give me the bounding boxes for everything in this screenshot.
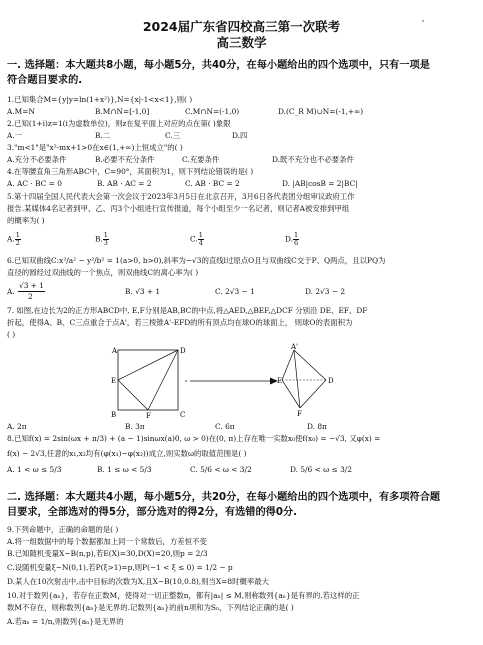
fraction-numerator: 1 xyxy=(15,231,20,239)
label-d-3d: D xyxy=(328,377,334,385)
fold-arrow xyxy=(180,375,283,387)
q2-option-c: C.三 xyxy=(165,131,181,140)
q3-option-d: D.既不充分也不必要条件 xyxy=(272,155,354,164)
crease-df xyxy=(148,350,178,410)
label-d: D xyxy=(180,347,186,355)
q4-stem: 4.在等腰直角三角形ABC中，C=90°，其面积为1，则下列结论错误的是( ) xyxy=(7,167,254,176)
q9-stem: 9.下列命题中，正确的命题的是( ) xyxy=(7,525,119,534)
q8-option-c: C. 5/6 < ω < 3/2 xyxy=(190,465,252,474)
section2-heading-line2: 目要求，全部选对的得5分，部分选对的得2分，有选错的得0分. xyxy=(7,507,298,518)
q5-fraction xyxy=(198,232,204,247)
q9-option-c: C.设随机变量ξ~N(0,1),若P(ξ>1)=p,则P(−1 < ξ ≤ 0) = 1/2 − p xyxy=(7,563,233,572)
q6-line2: 直径的圆经过双曲线的一个焦点，则双曲线C的离心率为( ) xyxy=(7,268,199,277)
q5-option-label: D. xyxy=(285,234,294,244)
fraction-denominator: 2 xyxy=(15,239,20,247)
q1-option-b: B.M∩N=[-1,0] xyxy=(95,107,150,116)
q7-tetrahedron-figure xyxy=(278,344,338,420)
q7-line2: 折起，使得A、B、C三点重合于点A'，若三棱锥A'-EFD的所有顶点均在球O的球面上， 则球O的表面积为 xyxy=(7,318,353,327)
q7-option-b: B. 3π xyxy=(125,422,145,431)
q5-line1: 5.第十四届全国人民代表大会第一次会议于2023年3月5日在北京召开，3月6日各代表团分组审议政府工作 xyxy=(7,192,355,201)
q8-line1: 8.已知f(x) = 2sin(ωx + π/3) + (a − 1)sinωx(a)0, ω > 0)在(0, π)上存在唯一实数x₀使f(x₀) = −√3, 又φ(x) = xyxy=(7,434,381,443)
q9-option-d: D.某人在10次射击中,击中目标的次数为X,且X~B(10,0.8),则当X=8时概率最大 xyxy=(7,577,270,586)
q10-option-a: A.若aₙ = 1/n,则数列{aₙ}是无界的 xyxy=(7,617,124,626)
q1-option-d: D.(C_R M)∪N=(-1,+∞) xyxy=(278,107,364,116)
section2-heading-line1: 二. 选择题：本大题共4小题，每小题5分，共20分，在每小题给出的四个选项中，有多项符合题 xyxy=(7,492,441,503)
q5-line3: 的概率为( ) xyxy=(7,216,45,225)
q8-option-d: D. 5/6 < ω ≤ 3/2 xyxy=(290,465,352,474)
q3-option-b: B.必要不充分条件 xyxy=(95,155,155,164)
q5-option-label: A. xyxy=(7,234,15,244)
q6-option-c: C. 2√3 − 1 xyxy=(215,287,255,296)
q3-option-c: C.充要条件 xyxy=(182,155,220,164)
q1-stem: 1.已知集合M={y|y=ln(1+x²)},N={x|-1<x<1},则( ) xyxy=(7,95,193,104)
q10-line2: 数M不存在，则称数列{aₙ}是无界的.记数列{aₙ}的前n项和为Sₙ，下列结论正确的是( ) xyxy=(7,603,294,612)
q3-stem: 3."m<1"是"x²-mx+1>0在x∈(1,+∞)上恒成立"的( ) xyxy=(7,143,183,152)
fraction-denominator: 4 xyxy=(198,239,203,247)
fraction-numerator: 1 xyxy=(198,231,203,239)
q1-option-a: A.M=N xyxy=(7,107,35,116)
q2-option-b: B.二 xyxy=(95,131,111,140)
label-b: B xyxy=(111,411,117,419)
q2-stem: 2.已知(1+i)z=1(i为虚数单位)，则z在复平面上对应的点在第( )象限 xyxy=(7,119,231,128)
q9-option-b: B.已知随机变量X~B(n,p),若E(X)=30,D(X)=20,则p = 2/3 xyxy=(7,549,208,558)
q5-fraction xyxy=(15,232,21,247)
q5-option-a xyxy=(7,232,21,247)
label-f-3d: F xyxy=(297,410,302,418)
label-a: A xyxy=(112,347,118,355)
q5-line2: 报告.某媒体4名记者到甲、乙、丙3个小组进行宣传报道，每个小组至少一名记者，则记者A被安排到甲组 xyxy=(7,204,350,213)
label-f: F xyxy=(146,412,151,420)
label-c: C xyxy=(180,411,186,419)
q10-line1: 10.对于数列{aₙ}，若存在正数M，使得对一切正整数n，都有|aₙ| ≤ M,则称数列{aₙ}是有界的.若这样的正 xyxy=(7,591,360,600)
q6-line1: 6.已知双曲线C:x²/a² − y²/b² = 1(a>0, b>0),斜率为−√3的直线l过原点O且与双曲线C交于P、Q两点，且以PQ为 xyxy=(7,256,386,265)
q7-line3: ( ) xyxy=(7,330,16,339)
q5-fraction xyxy=(293,232,299,247)
q7-option-d: D. 8π xyxy=(307,422,327,431)
q7-option-c: C. 6π xyxy=(215,422,235,431)
q8-option-b: B. 1 ≤ ω < 5/3 xyxy=(97,465,152,474)
exam-subtitle: 高三数学 xyxy=(216,35,267,50)
section1-heading-line2: 符合题目要求的. xyxy=(7,75,83,86)
exam-title: 2024届广东省四校高三第一次联考 xyxy=(142,19,341,34)
q3-option-a: A.充分不必要条件 xyxy=(7,155,67,164)
q4-option-d: D. |AB|cosB = 2|BC| xyxy=(282,179,358,188)
q6-option-d: D. 2√3 − 2 xyxy=(305,287,346,296)
q5-option-label: C. xyxy=(190,234,198,244)
q1-option-c: C.M∩N=(-1,0) xyxy=(185,107,240,116)
q5-option-d xyxy=(285,232,299,247)
q8-line2: f(x) − 2√3,任意的x₁,x₂均有(φ(x₁)−φ(x₂))成立,则实数ω的取值范围是( ) xyxy=(7,449,247,458)
q5-option-b xyxy=(95,232,109,247)
fraction-denominator: 3 xyxy=(103,239,108,247)
q2-option-d: D.四 xyxy=(232,131,248,140)
fraction-numerator: 1 xyxy=(103,231,108,239)
q9-option-a: A.将一组数据中的每个数据都加上同一个常数后，方差恒不变 xyxy=(7,537,207,546)
q5-option-c xyxy=(190,232,204,247)
fraction-numerator: 1 xyxy=(294,231,299,239)
q6-option-a-label: A. xyxy=(7,287,15,296)
label-e-3d: E xyxy=(277,377,283,385)
q4-option-b: B. AB · AC = 2 xyxy=(97,179,152,188)
section1-heading-line1: 一. 选择题：本大题共8小题，每小题5分，共40分，在每小题给出的四个选项中，只有一项是 xyxy=(7,60,430,71)
crease-de xyxy=(118,350,178,380)
q2-option-a: A.一 xyxy=(7,131,23,140)
q7-option-a: A. 2π xyxy=(7,422,27,431)
q6-option-b: B. √3 + 1 xyxy=(125,287,161,296)
q4-option-c: C. AB · BC = 2 xyxy=(185,179,240,188)
q6-option-a-denominator: 2 xyxy=(28,292,33,301)
square-outline xyxy=(118,350,178,410)
q4-option-a: A. AC · BC = 0 xyxy=(7,179,62,188)
q5-fraction xyxy=(103,232,109,247)
q6-option-a-numerator: √3 + 1 xyxy=(19,281,45,290)
crease-ef xyxy=(118,380,148,410)
label-a-prime: A' xyxy=(291,343,298,351)
q5-option-label: B. xyxy=(95,234,103,244)
q7-square-figure xyxy=(110,344,185,420)
fraction-denominator: 6 xyxy=(294,239,299,247)
q7-line1: 7. 如图,在边长为2的正方形ABCD中, E,F分别是AB,BC的中点,将△AED,△BEF,△DCF 分别沿 DE、EF、DF xyxy=(7,306,368,315)
q8-option-a: A. 1 < ω ≤ 5/3 xyxy=(7,465,62,474)
label-e: E xyxy=(111,377,117,385)
